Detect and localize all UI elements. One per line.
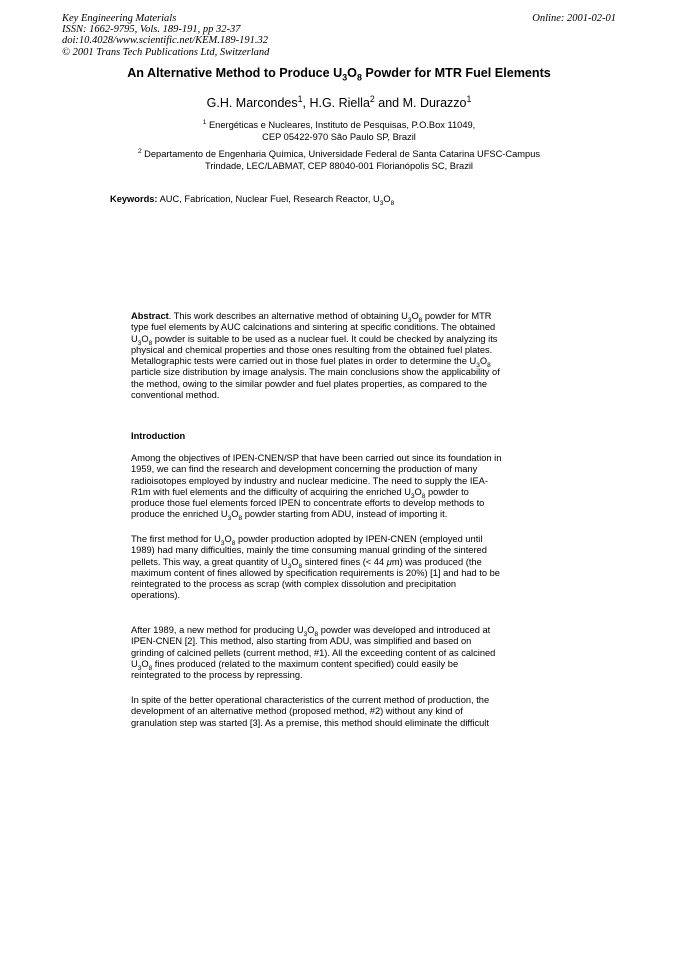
intro-paragraph-2: The first method for $U_3O_8$ powder production adopted by IPEN-CNEN (employed until 1989) had many difficulties, mainly the time consuming manual grinding of the sintered pellets. This way, a great quantity of $U_3O_8$ sintered fines (< 44 μm) was produced (the maximum content of fines allowed by specification requirements is 20%) [1] and had to be reintegrated to the process as scrap (with complex dissolution and precipitation operations). <box>131 534 500 601</box>
keywords: Keywords: AUC, Fabrication, Nuclear Fuel, Research Reactor, $U_3O_8$ <box>110 194 395 207</box>
affiliation-2: $^2$ Departamento de Engenharia Química, Universidade Federal de Santa Catarina UFSC-Campus Trindade, LEC/LABMAT, CEP 88040-001 Florianópolis SC, Brazil <box>137 147 541 171</box>
online-date: Online: 2001-02-01 <box>532 13 616 24</box>
affiliation-1: $^1$ Energéticas e Nucleares, Instituto de Pesquisas, P.O.Box 11049, CEP 05422-970 São Paulo SP, Brazil <box>202 118 476 142</box>
copyright-line: © 2001 Trans Tech Publications Ltd, Switzerland <box>62 46 270 58</box>
intro-paragraph-4: In spite of the better operational characteristics of the current method of production, the development of an alternative method (proposed method, #2) without any kind of granulation step was started [3]. As a premise, this method should eliminate the difficult <box>131 695 490 728</box>
section-heading-introduction: Introduction <box>131 431 186 441</box>
doi-line: doi:10.4028/www.scientific.net/KEM.189-191.32 <box>62 35 268 47</box>
paper-title: An Alternative Method to Produce $U_3O_8$ Powder for MTR Fuel Elements <box>127 66 551 83</box>
abstract: Abstract. This work describes an alternative method of obtaining $U_3O_8$ powder for MTR type fuel elements by AUC calcinations and sintering at specific conditions. The obtained $U_3O_8$ powder is suitable to be used as a nuclear fuel. It could be checked by analyzing its physical and chemical properties and those ones resulting from the obtained fuel plates. Metallographic tests were carried out in those fuel plates in order to determine the $U_3O_8$ particle size distribution by image analysis. The main conclusions show the applicability of the method, owing to the similar powder and fuel plates properties, as compared to the conventional method. <box>131 311 500 401</box>
intro-paragraph-3: After 1989, a new method for producing $U_3O_8$ powder was developed and introduced at IPEN-CNEN [2]. This method, also starting from ADU, was simplified and based on grinding of calcined pellets (current method, #1). All the exceeding content of as calcined $U_3O_8$ fines produced (related to the maximum content specified) could easily be reintegrated to the process by repressing. <box>131 625 496 681</box>
journal-name: Key Engineering Materials <box>62 13 177 24</box>
intro-paragraph-1: Among the objectives of IPEN-CNEN/SP that have been carried out since its foundation in 1959, we can find the research and development concerning the production of many radioisotopes employed by industry and nuclear medicine. The need to supply the IEA- R1m with fuel elements and the difficulty of acquiring the enriched $U_3O_8$ powder to produce those fuel elements forced IPEN to concentrate efforts to develop methods to produce the enriched $U_3O_8$ powder starting from ADU, instead of importing it. <box>131 453 502 523</box>
author-list: G.H. Marcondes$^1$, H.G. Riella$^2$ and M. Durazzo$^1$ <box>206 93 472 110</box>
issn-line: ISSN: 1662-9795, Vols. 189-191, pp 32-37 <box>62 24 241 36</box>
journal-header <box>62 13 269 58</box>
